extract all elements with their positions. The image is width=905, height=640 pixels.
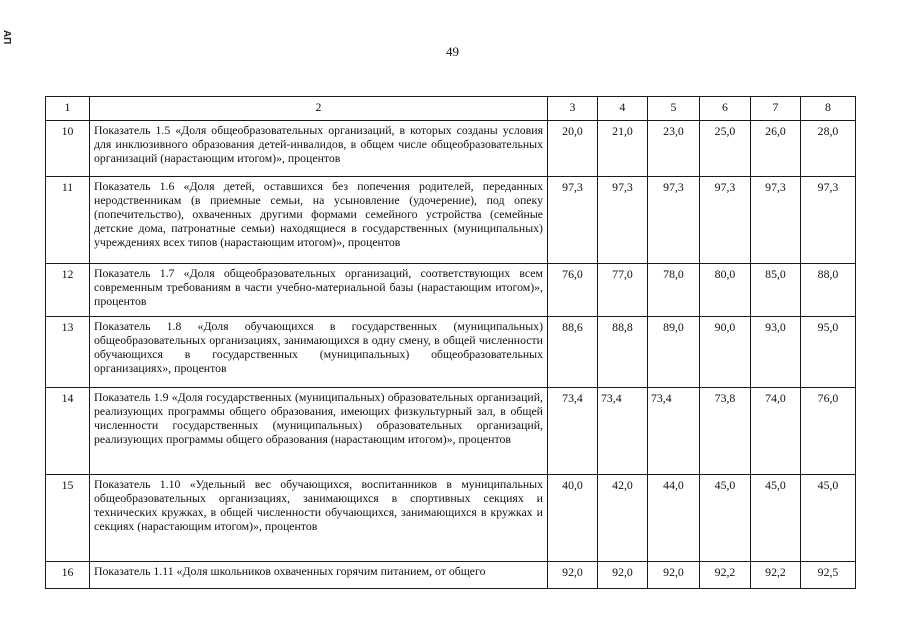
- value-cell: 73,4: [598, 388, 648, 475]
- value-cell: 89,0: [648, 317, 700, 388]
- value-cell: 92,0: [648, 562, 700, 589]
- value-cell: 74,0: [751, 388, 801, 475]
- value-cell: 23,0: [648, 121, 700, 177]
- column-header: 5: [648, 97, 700, 121]
- value-cell: 76,0: [548, 264, 598, 317]
- indicators-table: [45, 96, 856, 589]
- value-cell: 93,0: [751, 317, 801, 388]
- indicator-description: Показатель 1.11 «Доля школьников охваченных горячим питанием, от общего: [90, 562, 548, 589]
- value-cell: 90,0: [700, 317, 751, 388]
- value-cell: 76,0: [801, 388, 856, 475]
- row-number: 16: [46, 562, 90, 589]
- column-header: 4: [598, 97, 648, 121]
- value-cell: 97,3: [548, 177, 598, 264]
- indicator-description: Показатель 1.5 «Доля общеобразовательных организаций, в которых созданы условия для инклюзивного образования детей-инвалидов, в общем числе общеобразовательных организаций (нарастающим итогом)», процентов: [90, 121, 548, 177]
- indicator-description: Показатель 1.6 «Доля детей, оставшихся без попечения родителей, переданных неродственникам (в приемные семьи, на усыновление (удочерение), под опеку (попечительство), охваченных другими формами семейного устройства (семейные детские дома, патронатные семьи) находящиеся в государственных (муниципальных) учреждениях всех типов (нарастающим итогом)», процентов: [90, 177, 548, 264]
- table-row: [46, 177, 856, 264]
- value-cell: 44,0: [648, 475, 700, 562]
- value-cell: 88,6: [548, 317, 598, 388]
- table-row: [46, 264, 856, 317]
- indicator-description: Показатель 1.8 «Доля обучающихся в государственных (муниципальных) общеобразовательных организациях, занимающихся в одну смену, в общей численности обучающихся в государственных (муниципальных) общеобразовательных организациях», процентов: [90, 317, 548, 388]
- value-cell: 97,3: [801, 177, 856, 264]
- value-cell: 80,0: [700, 264, 751, 317]
- column-header: 6: [700, 97, 751, 121]
- value-cell: 45,0: [801, 475, 856, 562]
- value-cell: 88,0: [801, 264, 856, 317]
- value-cell: 42,0: [598, 475, 648, 562]
- table-row: [46, 317, 856, 388]
- value-cell: 28,0: [801, 121, 856, 177]
- value-cell: 45,0: [700, 475, 751, 562]
- table-header-row: [46, 97, 856, 121]
- value-cell: 73,8: [700, 388, 751, 475]
- value-cell: 21,0: [598, 121, 648, 177]
- value-cell: 77,0: [598, 264, 648, 317]
- margin-stamp: АП: [1, 30, 12, 45]
- value-cell: 97,3: [751, 177, 801, 264]
- value-cell: 25,0: [700, 121, 751, 177]
- column-header: 1: [46, 97, 90, 121]
- column-header: 2: [90, 97, 548, 121]
- row-number: 11: [46, 177, 90, 264]
- value-cell: 95,0: [801, 317, 856, 388]
- column-header: 8: [801, 97, 856, 121]
- indicator-description: Показатель 1.9 «Доля государственных (муниципальных) образовательных организаций, реализующих программы общего образования, имеющих физкультурный зал, в общей численности государственных (муниципальных) образовательных организаций, реализующих программы общего образования (нарастающим итогом)», процентов: [90, 388, 548, 475]
- indicator-description: Показатель 1.7 «Доля общеобразовательных организаций, соответствующих всем современным требованиям в части учебно-материальной базы (нарастающим итогом)», процентов: [90, 264, 548, 317]
- value-cell: 92,0: [598, 562, 648, 589]
- table-row: [46, 562, 856, 589]
- column-header: 7: [751, 97, 801, 121]
- value-cell: 88,8: [598, 317, 648, 388]
- row-number: 13: [46, 317, 90, 388]
- table-row: [46, 388, 856, 475]
- value-cell: 45,0: [751, 475, 801, 562]
- value-cell: 92,2: [751, 562, 801, 589]
- row-number: 12: [46, 264, 90, 317]
- table-row: [46, 475, 856, 562]
- value-cell: 40,0: [548, 475, 598, 562]
- value-cell: 92,2: [700, 562, 751, 589]
- row-number: 10: [46, 121, 90, 177]
- value-cell: 97,3: [700, 177, 751, 264]
- value-cell: 97,3: [648, 177, 700, 264]
- page-number: 49: [446, 44, 459, 59]
- value-cell: 73,4: [648, 388, 700, 475]
- value-cell: 85,0: [751, 264, 801, 317]
- value-cell: 92,0: [548, 562, 598, 589]
- table-row: [46, 121, 856, 177]
- value-cell: 26,0: [751, 121, 801, 177]
- value-cell: 78,0: [648, 264, 700, 317]
- value-cell: 92,5: [801, 562, 856, 589]
- value-cell: 97,3: [598, 177, 648, 264]
- value-cell: 73,4: [548, 388, 598, 475]
- row-number: 14: [46, 388, 90, 475]
- row-number: 15: [46, 475, 90, 562]
- indicator-description: Показатель 1.10 «Удельный вес обучающихся, воспитанников в муниципальных общеобразовательных организациях, занимающихся в спортивных секциях и технических кружках, в общей численности обучающихся, занимающихся в кружках и секциях (нарастающим итогом)», процентов: [90, 475, 548, 562]
- value-cell: 20,0: [548, 121, 598, 177]
- column-header: 3: [548, 97, 598, 121]
